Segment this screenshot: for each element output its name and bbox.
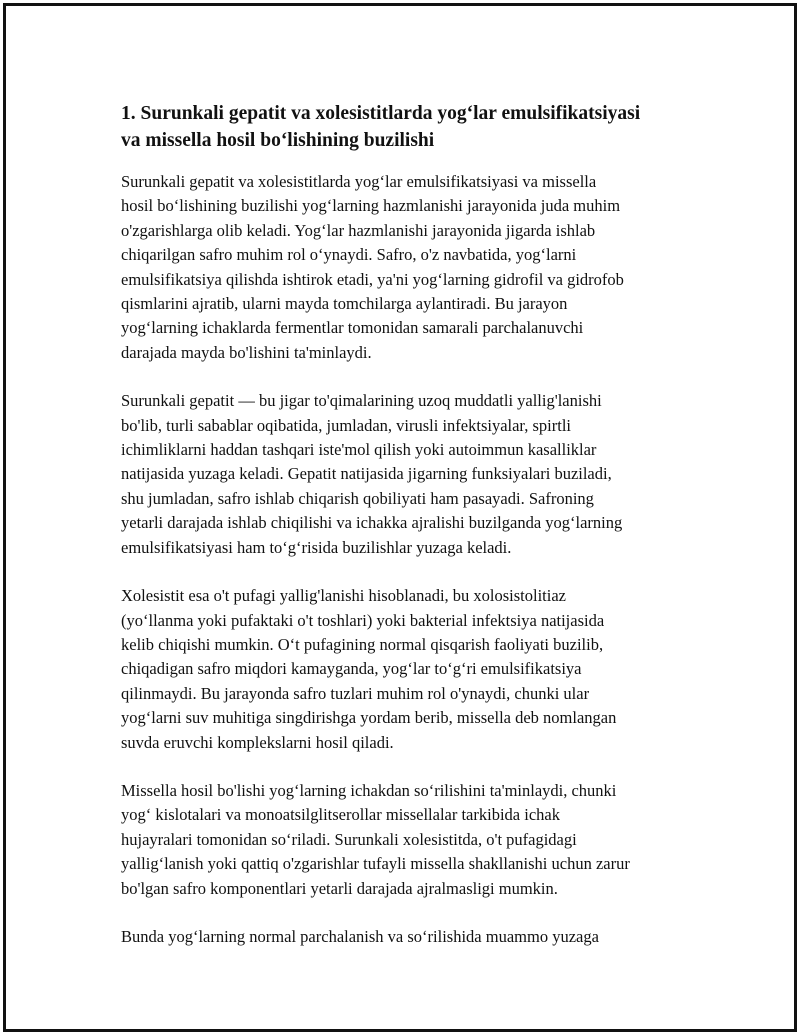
text-line: chiqarilgan safro muhim rol o‘ynaydi. Safro, o'z navbatida, yog‘larni (121, 245, 577, 265)
paragraph-1 (121, 170, 701, 365)
text-line: qilinmaydi. Bu jarayonda safro tuzlari muhim rol o'ynaydi, chunki ular (121, 683, 590, 703)
text-line: qismlarini ajratib, ularni mayda tomchilarga aylantiradi. Bu jarayon (121, 294, 568, 314)
section-heading (121, 100, 701, 154)
text-line: o'zgarishlarga olib keladi. Yog‘lar hazmlanishi jarayonida jigarda ishlab (121, 220, 596, 240)
text-line: Missella hosil bo'lishi yog‘larning ichakdan so‘rilishini ta'minlaydi, chunki (121, 780, 617, 800)
text-line: yetarli darajada ishlab chiqilishi va ichakka ajralishi buzilganda yog‘larning (121, 513, 623, 533)
text-line: natijasida yuzaga keladi. Gepatit natijasida jigarning funksiyalari buziladi, (121, 464, 612, 484)
text-line: Bunda yog‘larning normal parchalanish va so‘rilishida muammo yuzaga (121, 926, 599, 946)
text-line: yallig‘lanish yoki qattiq o'zgarishlar tufayli missella shakllanishi uchun zarur (121, 854, 630, 874)
text-line: emulsifikatsiya qilishda ishtirok etadi, ya'ni yog‘larning gidrofil va gidrofob (121, 269, 624, 289)
text-line: Surunkali gepatit — bu jigar to'qimalarining uzoq muddatli yallig'lanishi (121, 391, 602, 411)
text-line: shu jumladan, safro ishlab chiqarish qobiliyati ham pasayadi. Safroning (121, 488, 594, 508)
heading-line: 1. Surunkali gepatit va xolesistitlarda yog‘lar emulsifikatsiyasi (121, 103, 641, 124)
text-line: hujayralari tomonidan so‘riladi. Surunkali xolesistitda, o't pufagidagi (121, 829, 577, 849)
text-line: yog‘larni suv muhitiga singdirishga yordam berib, missella deb nomlangan (121, 708, 617, 728)
text-line: ichimliklarni haddan tashqari iste'mol qilish yoki autoimmun kasalliklar (121, 440, 597, 460)
text-line: suvda eruvchi komplekslarni hosil qiladi. (121, 732, 394, 752)
heading-line: va missella hosil bo‘lishining buzilishi (121, 130, 435, 151)
paragraph-5 (121, 925, 701, 949)
text-line: emulsifikatsiyasi ham to‘g‘risida buzilishlar yuzaga keladi. (121, 537, 512, 557)
text-line: (yo‘llanma yoki pufaktaki o't toshlari) yoki bakterial infektsiya natijasida (121, 610, 605, 630)
paragraph-4 (121, 779, 701, 901)
text-line: kelib chiqishi mumkin. O‘t pufagining normal qisqarish faoliyati buzilib, (121, 634, 604, 654)
text-line: yog‘ kislotalari va monoatsilglitserollar missellalar tarkibida ichak (121, 805, 560, 825)
text-line: darajada mayda bo'lishini ta'minlaydi. (121, 342, 372, 362)
document-body (121, 100, 701, 973)
text-line: bo'lgan safro komponentlari yetarli darajada ajralmasligi mumkin. (121, 878, 558, 898)
text-line: chiqadigan safro miqdori kamayganda, yog‘lar to‘g‘ri emulsifikatsiya (121, 659, 582, 679)
text-line: Xolesistit esa o't pufagi yallig'lanishi hisoblanadi, bu xolosistolitiaz (121, 586, 566, 606)
paragraph-2 (121, 389, 701, 560)
text-line: bo'lib, turli sabablar oqibatida, jumladan, virusli infektsiyalar, spirtli (121, 415, 572, 435)
paragraph-3 (121, 584, 701, 755)
text-line: Surunkali gepatit va xolesistitlarda yog‘lar emulsifikatsiyasi va missella (121, 172, 597, 191)
text-line: hosil bo‘lishining buzilishi yog‘larning hazmlanishi jarayonida juda muhim (121, 196, 621, 216)
text-line: yog‘larning ichaklarda fermentlar tomonidan samarali parchalanuvchi (121, 318, 584, 338)
page-frame (3, 3, 797, 1032)
